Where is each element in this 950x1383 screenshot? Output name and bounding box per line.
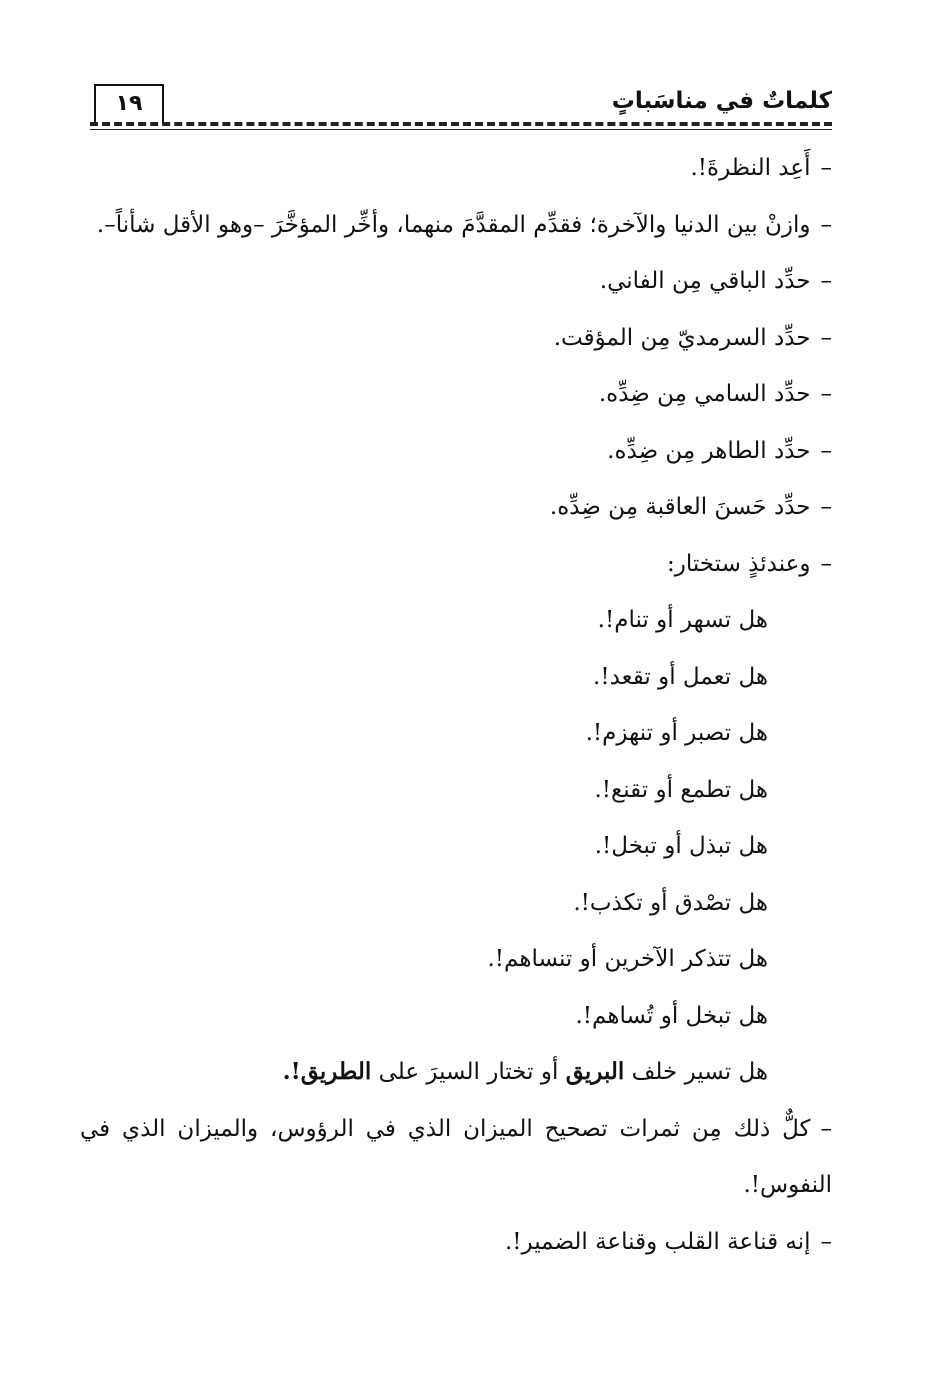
book-title: كلماتٌ في مناسَباتٍ <box>611 88 832 114</box>
question-line: هل تتذكر الآخرين أو تنساهم!. <box>487 946 768 972</box>
line-text: كلٌّ ذلك مِن ثمرات تصحيح الميزان الذي في الرؤوس، والميزان الذي في النفوس!. <box>80 1115 832 1198</box>
line-text: حدِّد السامي مِن ضِدِّه. <box>598 381 811 407</box>
line-text: حدِّد حَسنَ العاقبة مِن ضِدِّه. <box>549 494 811 520</box>
question-line: هل تبخل أو تُساهم!. <box>575 1002 768 1029</box>
page-number: ١٩ <box>94 84 164 124</box>
line-text: حدِّد الطاهر مِن ضِدِّه. <box>607 437 811 464</box>
page-header <box>90 84 832 128</box>
dash: – <box>820 437 832 464</box>
dash: – <box>820 1228 832 1255</box>
question-line: هل تطمع أو تقنع!. <box>594 776 768 803</box>
text-line <box>80 197 832 254</box>
bold-word: البريق <box>565 1058 625 1085</box>
dash: – <box>820 155 832 181</box>
line-text: وازنْ بين الدنيا والآخرة؛ فقدِّم المقدَّمَ منهما، وأخِّر المؤخَّرَ –وهو الأقل شأناً–. <box>96 211 811 238</box>
text-line <box>80 366 832 423</box>
text-line <box>80 310 832 367</box>
text-line <box>80 1214 832 1271</box>
bold-word: الطريق!. <box>282 1058 372 1085</box>
text-line <box>80 536 832 593</box>
line-text: حدِّد الباقي مِن الفاني. <box>599 268 811 294</box>
line-text: وعندئذٍ ستختار: <box>667 550 811 577</box>
dash: – <box>820 1115 832 1142</box>
header-rule-thin <box>90 129 832 130</box>
question-line: هل تصبر أو تنهزم!. <box>585 720 768 746</box>
question-line: هل تصْدق أو تكذب!. <box>573 889 768 916</box>
dash: – <box>820 381 832 407</box>
line-text: هل تسير خلف <box>631 1059 768 1085</box>
text-line <box>80 140 832 197</box>
line-text: أو تختار السيرَ على <box>378 1059 559 1085</box>
question-line: هل تعمل أو تقعد!. <box>593 663 768 690</box>
text-paragraph <box>80 1101 832 1214</box>
line-text: أَعِد النظرةَ!. <box>690 155 811 181</box>
text-line <box>80 479 832 536</box>
text-line <box>80 253 832 310</box>
dash: – <box>820 268 832 294</box>
question-line: هل تسهر أو تنام!. <box>597 607 768 633</box>
page-body <box>80 140 832 1270</box>
text-line <box>80 423 832 480</box>
dash: – <box>820 211 832 238</box>
header-rule <box>90 122 832 126</box>
dash: – <box>820 550 832 577</box>
dash: – <box>820 494 832 520</box>
line-text: إنه قناعة القلب وقناعة الضمير!. <box>504 1228 811 1255</box>
line-text: حدِّد السرمديّ مِن المؤقت. <box>553 324 811 351</box>
dash: – <box>820 324 832 351</box>
question-line <box>80 1044 832 1101</box>
question-line: هل تبذل أو تبخل!. <box>594 833 768 859</box>
